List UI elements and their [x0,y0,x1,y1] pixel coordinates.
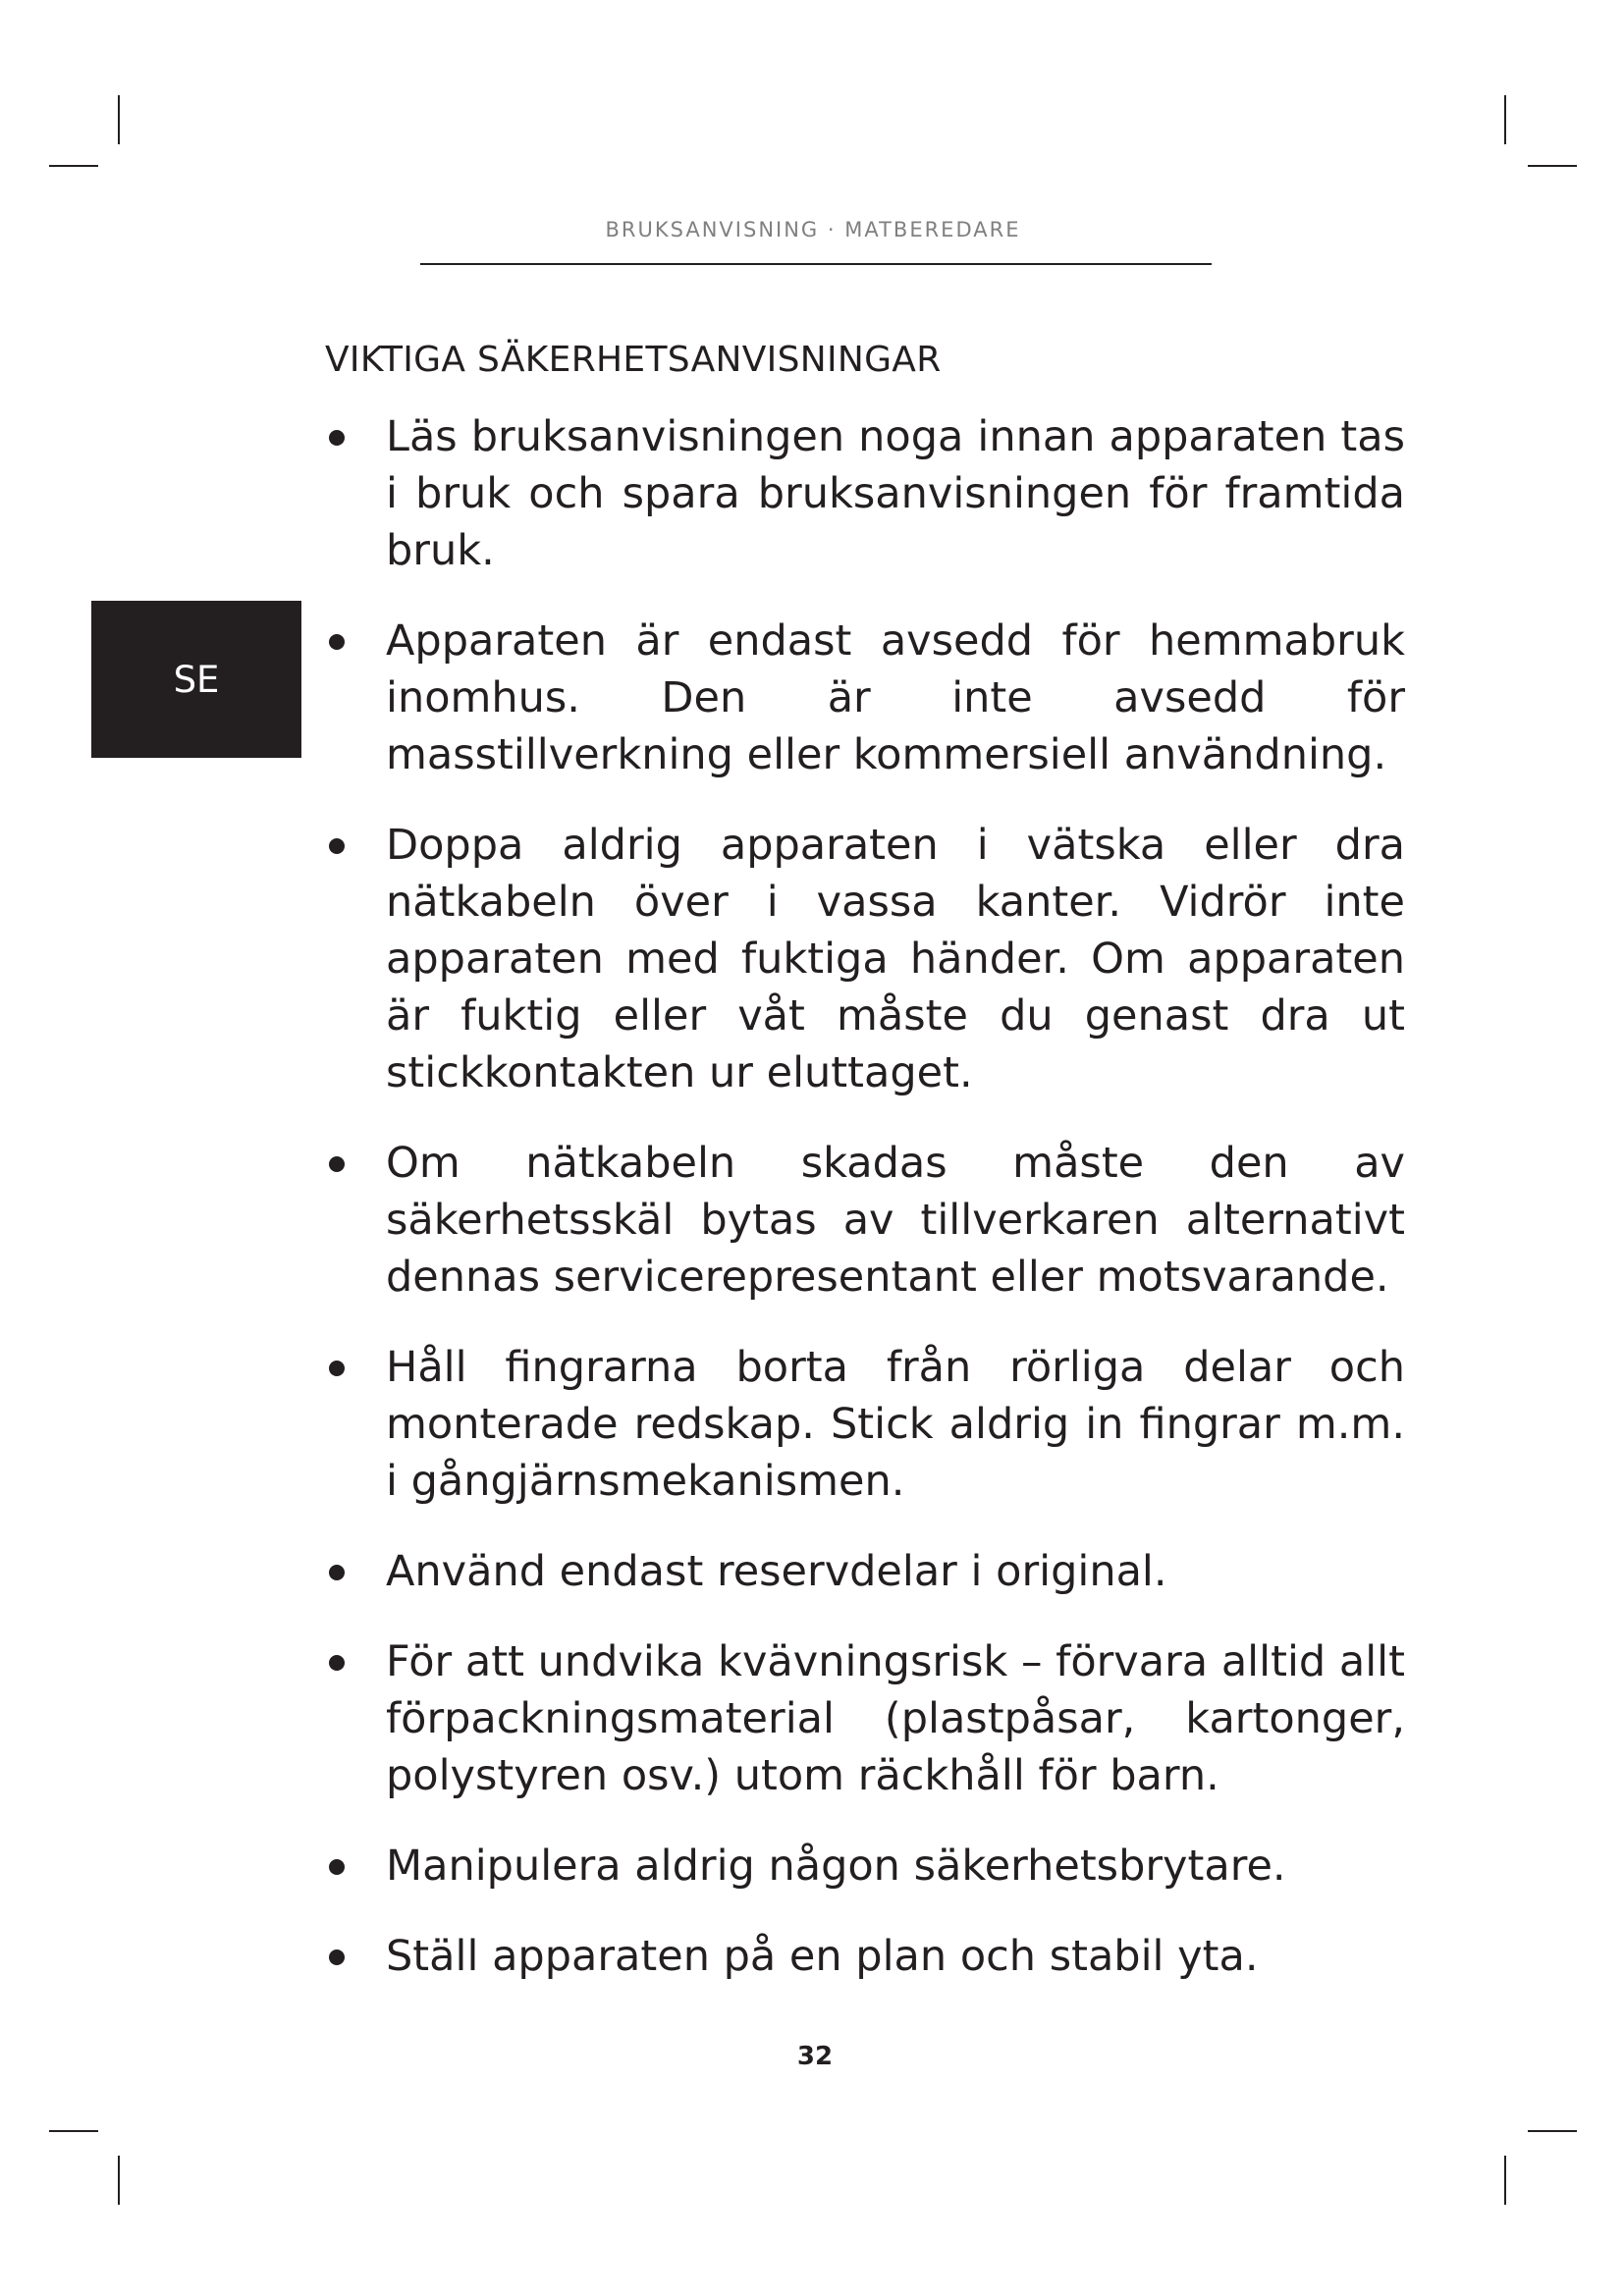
list-item [325,817,1405,1101]
section-title: VIKTIGA SÄKERHETSANVISNINGAR [325,340,942,380]
list-item-text: Håll fingrarna borta från rörliga delar och monterade redskap. Stick aldrig in fingrar m.m. i gångjärnsmekanismen. [386,1343,1405,1506]
list-item [325,1543,1405,1600]
list-item-text: Läs bruksanvisningen noga innan apparaten tas i bruk och spara bruksanvisningen för framtida bruk. [386,412,1405,575]
crop-mark-top-right-vertical [1504,95,1506,144]
crop-mark-top-right-horizontal [1528,165,1577,167]
bullet-icon [329,430,345,446]
crop-mark-bottom-right-horizontal [1528,2130,1577,2132]
list-item-text: Manipulera aldrig någon säkerhetsbrytare. [386,1842,1286,1891]
crop-mark-top-left-vertical [118,95,120,144]
bullet-icon [329,838,345,854]
list-item-text: Apparaten är endast avsedd för hemmabruk inomhus. Den är inte avsedd för masstillverkning eller kommersiell användning. [386,616,1405,779]
bullet-icon [329,1655,345,1671]
crop-mark-top-left-horizontal [49,165,98,167]
bullet-icon [329,1949,345,1965]
list-item [325,1633,1405,1804]
header-rule [420,263,1212,265]
bullet-icon [329,1156,345,1172]
list-item-text: Använd endast reservdelar i original. [386,1547,1167,1596]
safety-instructions-list [325,408,1405,2018]
list-item [325,1135,1405,1306]
list-item-text: Doppa aldrig apparaten i vätska eller dra nätkabeln över i vassa kanter. Vidrör inte apparaten med fuktiga händer. Om apparaten är fuktig eller våt måste du genast dra ut stickkontakten ur eluttaget. [386,821,1405,1097]
list-item [325,1339,1405,1510]
language-tab-label: SE [173,658,220,701]
crop-mark-bottom-right-vertical [1504,2156,1506,2205]
list-item [325,1838,1405,1895]
running-header: BRUKSANVISNING · MATBEREDARE [605,218,1021,241]
list-item-text: För att undvika kvävningsrisk – förvara alltid allt förpackningsmaterial (plastpåsar, kartonger, polystyren osv.) utom räckhåll för barn. [386,1637,1405,1800]
list-item [325,1928,1405,1985]
bullet-icon [329,634,345,650]
crop-mark-bottom-left-vertical [118,2156,120,2205]
language-tab [91,601,301,758]
bullet-icon [329,1361,345,1376]
crop-mark-bottom-left-horizontal [49,2130,98,2132]
list-item [325,408,1405,579]
bullet-icon [329,1859,345,1875]
list-item [325,613,1405,783]
page-number: 32 [796,2042,834,2071]
bullet-icon [329,1565,345,1580]
list-item-text: Ställ apparaten på en plan och stabil yta. [386,1932,1259,1981]
list-item-text: Om nätkabeln skadas måste den av säkerhetsskäl bytas av tillverkaren alternativt dennas servicerepresentant eller motsvarande. [386,1139,1405,1302]
